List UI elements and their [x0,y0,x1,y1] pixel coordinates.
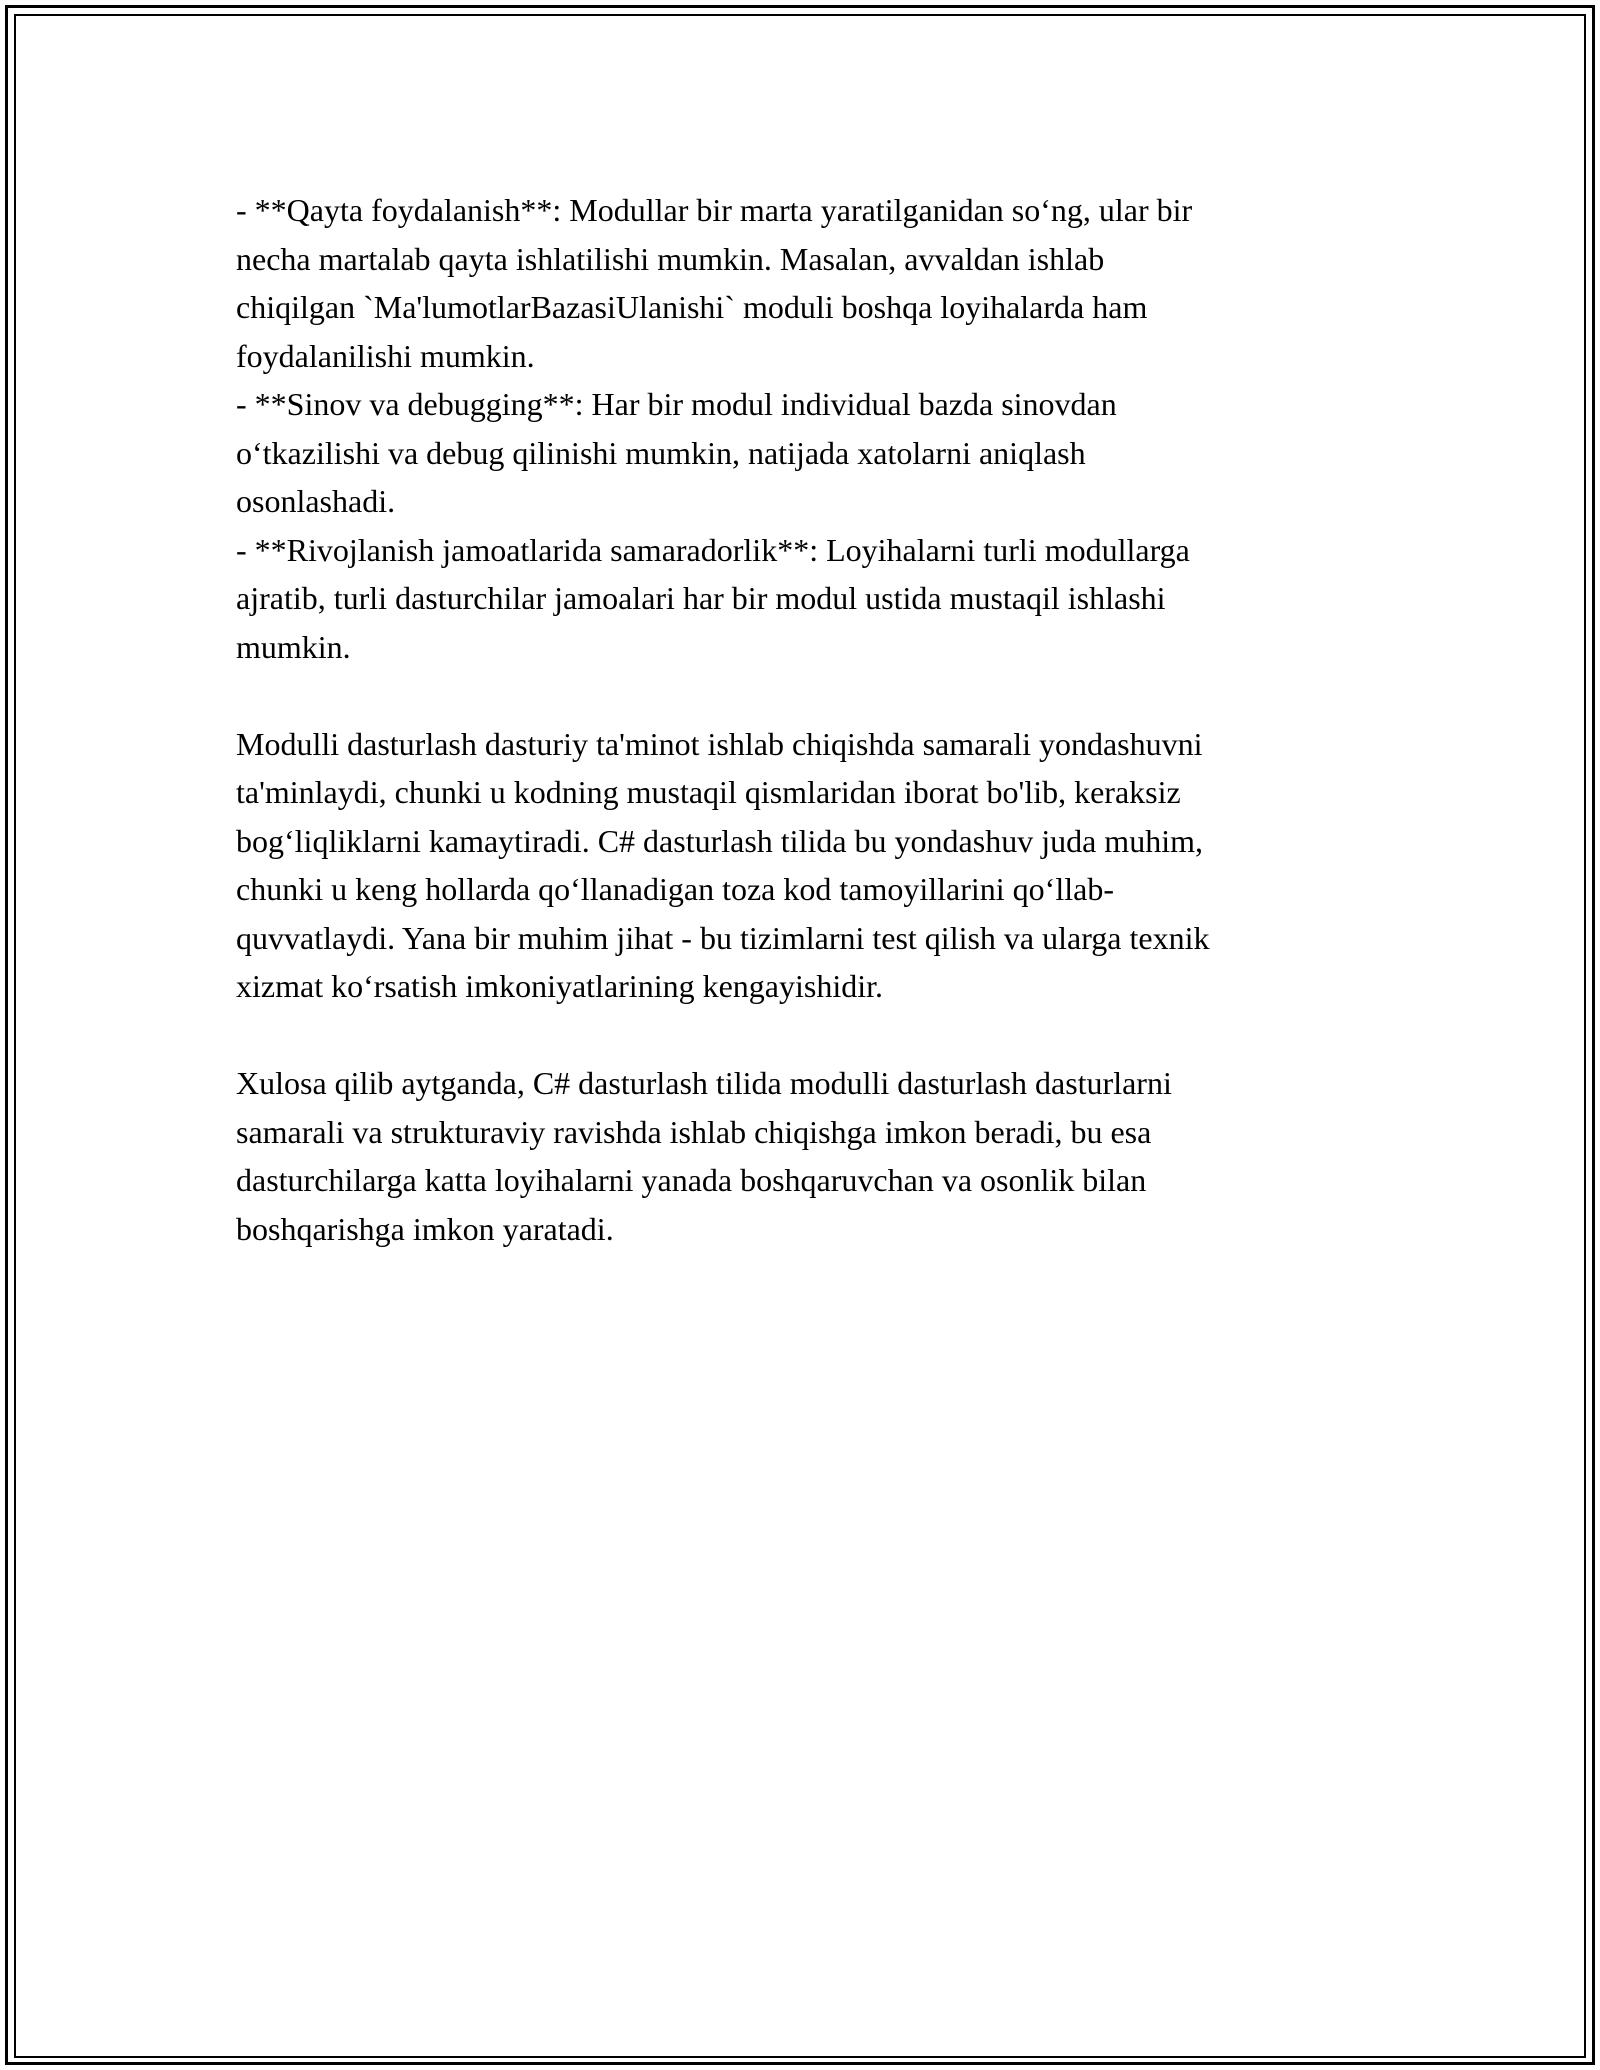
paragraph-conclusion [236,1059,1386,1253]
text-line: - **Rivojlanish jamoatlarida samaradorlik**: Loyihalarni turli modullarga [236,531,1190,568]
paragraph-gap [236,671,1386,720]
text-line: ajratib, turli dasturchilar jamoalari har bir modul ustida mustaqil ishlashi [236,580,1166,616]
bullet-team-efficiency [236,526,1386,672]
text-line: samarali va strukturaviy ravishda ishlab chiqishga imkon beradi, bu esa [236,1113,1152,1150]
paragraph-modular-programming [236,720,1386,1011]
text-line: quvvatlaydi. Yana bir muhim jihat - bu tizimlarni test qilish va ularga texnik [236,919,1210,956]
bullet-testing-debugging [236,380,1386,526]
text-line: foydalanilishi mumkin. [236,337,535,374]
text-line: o‘tkazilishi va debug qilinishi mumkin, natijada xatolarni aniqlash [236,434,1086,471]
text-line: chunki u keng hollarda qo‘llanadigan toza kod tamoyillarini qo‘llab- [236,871,1114,907]
text-line: bog‘liqliklarni kamaytiradi. C# dasturlash tilida bu yondashuv juda muhim, [236,822,1203,859]
bullet-list [236,186,1386,671]
text-line: - **Qayta foydalanish**: Modullar bir marta yaratilganidan so‘ng, ular bir [236,192,1193,228]
document-body [236,186,1386,1253]
text-line: Modulli dasturlash dasturiy ta'minot ishlab chiqishda samarali yondashuvni [236,725,1203,762]
text-line: - **Sinov va debugging**: Har bir modul individual bazda sinovdan [236,386,1117,422]
text-line: Xulosa qilib aytganda, C# dasturlash tilida modulli dasturlash dasturlarni [236,1065,1172,1101]
text-line: ta'minlaydi, chunki u kodning mustaqil qismlaridan iborat bo'lib, keraksiz [236,774,1181,810]
text-line: xizmat ko‘rsatish imkoniyatlarining kengayishidir. [236,968,883,1004]
text-line: osonlashadi. [236,483,396,519]
text-line: boshqarishga imkon yaratadi. [236,1210,614,1247]
text-line: necha martalab qayta ishlatilishi mumkin. Masalan, avvaldan ishlab [236,240,1105,277]
text-line: dasturchilarga katta loyihalarni yanada boshqaruvchan va osonlik bilan [236,1162,1147,1198]
text-line: mumkin. [236,628,351,665]
paragraph-gap [236,1011,1386,1060]
text-line: chiqilgan `Ma'lumotlarBazasiUlanishi` moduli boshqa loyihalarda ham [236,289,1148,325]
bullet-reuse [236,186,1386,380]
